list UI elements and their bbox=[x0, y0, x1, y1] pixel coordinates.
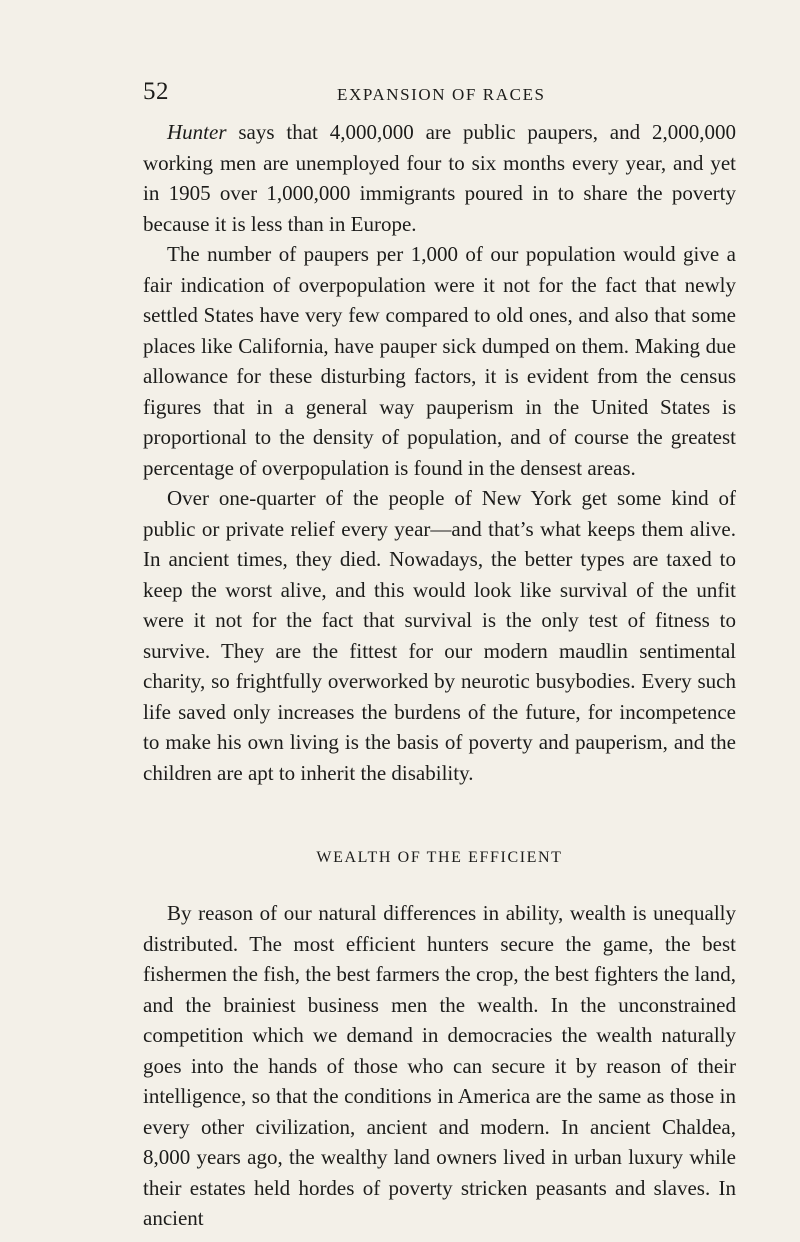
page-header bbox=[143, 78, 743, 108]
paragraph-2: The number of paupers per 1,000 of our population would give a fair indication of overpopulation were it not for the fact that newly settled States have very few compared to old ones, and also that some places like California, have pauper sick dumped on them. Making due allowance for these disturbing factors, it is evident from the census figures that in a general way pauperism in the United States is proportional to the density of population, and of course the greatest percentage of overpopulation is found in the densest areas. bbox=[143, 242, 736, 480]
page-number: 52 bbox=[143, 78, 169, 105]
page-body bbox=[143, 117, 736, 1234]
paragraph-4: By reason of our natural differences in ability, wealth is unequally distributed. The most efficient hunters secure the game, the best fishermen the fish, the best farmers the crop, the best fighters the land, and the brainiest business men the wealth. In the unconstrained competition which we demand in democracies the wealth naturally goes into the hands of those who can secure it by reason of their intelligence, so that the conditions in America are the same as those in every other civilization, ancient and modern. In ancient Chaldea, 8,000 years ago, the wealthy land owners lived in urban luxury while their estates held hordes of poverty stricken peasants and slaves. In ancient bbox=[143, 901, 736, 1230]
paragraph-3: Over one-quarter of the people of New York get some kind of public or private relief every year—and that’s what keeps them alive. In ancient times, they died. Nowadays, the better types are taxed to keep the worst alive, and this would look like survival of the unfit were it not for the fact that survival is the only test of fitness to survive. They are the fittest for our modern maudlin sentimental charity, so frightfully overworked by neurotic busybodies. Every such life saved only increases the burdens of the future, for incompetence to make his own living is the basis of poverty and pauperism, and the children are apt to inherit the disability. bbox=[143, 486, 736, 785]
paragraph-1 bbox=[143, 117, 736, 239]
running-head: EXPANSION OF RACES bbox=[337, 85, 546, 104]
paragraph-1-text: says that 4,000,000 are public paupers, and 2,000,000 working men are unemployed four to six months every year, and yet in 1905 over 1,000,000 immigrants poured in to share the poverty because it is less than in Europe. bbox=[143, 120, 736, 236]
section-heading: WEALTH OF THE EFFICIENT bbox=[316, 849, 563, 866]
paragraph-1-lead-italic: Hunter bbox=[167, 120, 227, 144]
